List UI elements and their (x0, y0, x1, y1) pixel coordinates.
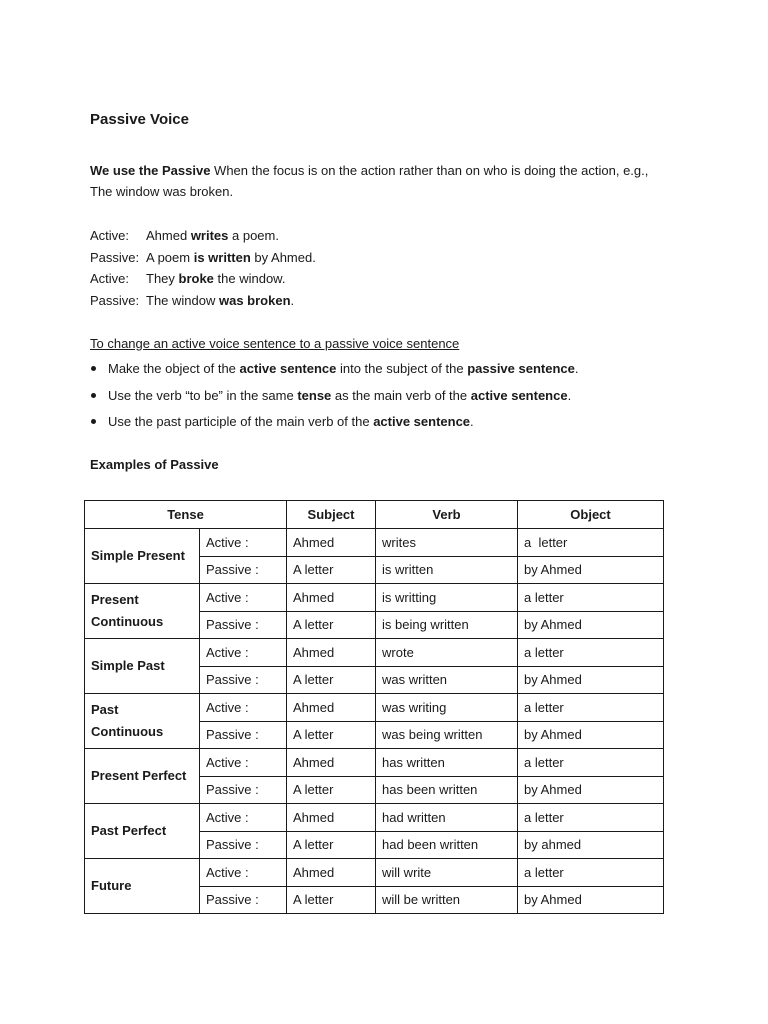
verb-cell: was writing (376, 694, 518, 722)
verb-cell: has been written (376, 776, 518, 804)
verb-cell: had written (376, 804, 518, 832)
verb-cell: was written (376, 666, 518, 694)
subject-cell: Ahmed (287, 804, 376, 832)
example-post: by Ahmed. (250, 249, 316, 265)
voice-cell: Passive : (200, 666, 287, 694)
subject-cell: A letter (287, 886, 376, 914)
tense-cell: Present Continuous (85, 584, 200, 639)
table-row (85, 529, 664, 557)
example-pre: The window (146, 293, 219, 309)
example-verb: broke (178, 271, 214, 287)
tense-cell: Future (85, 859, 200, 914)
example-verb: was broken (218, 293, 291, 309)
table-row (85, 859, 664, 887)
voice-cell: Active : (200, 639, 287, 667)
examples-heading: Examples of Passive (90, 457, 219, 472)
example-pre: They (146, 271, 179, 287)
verb-cell: will write (376, 859, 518, 887)
verb-cell: is written (376, 556, 518, 584)
subject-cell: A letter (287, 556, 376, 584)
subject-cell: Ahmed (287, 859, 376, 887)
bullet-bold: active sentence (373, 414, 471, 429)
example-line (90, 225, 316, 247)
example-label: Passive: (90, 249, 140, 265)
subject-cell: Ahmed (287, 584, 376, 612)
tense-cell: Simple Present (85, 529, 200, 584)
intro-paragraph (90, 160, 670, 202)
voice-examples (90, 225, 316, 312)
bullet-text: as the main verb of the (331, 387, 471, 403)
subject-cell: A letter (287, 666, 376, 694)
voice-cell: Passive : (200, 831, 287, 859)
verb-cell: writes (376, 529, 518, 557)
bullet-dot-icon (91, 366, 96, 371)
bullet-text: . (470, 414, 474, 429)
howto-bullet (90, 385, 579, 412)
voice-cell: Active : (200, 859, 287, 887)
voice-cell: Passive : (200, 886, 287, 914)
subject-cell: A letter (287, 831, 376, 859)
object-cell: a letter (518, 804, 664, 832)
howto-bullet-list (90, 358, 579, 438)
table-header-row (85, 501, 664, 529)
bullet-text: . (574, 361, 579, 376)
voice-cell: Passive : (200, 776, 287, 804)
verb-cell: had been written (376, 831, 518, 859)
subject-cell: Ahmed (287, 639, 376, 667)
passive-examples-table (84, 500, 664, 914)
example-label: Passive: (90, 293, 140, 309)
example-line (90, 247, 316, 269)
bullet-bold: passive sentence (467, 361, 575, 376)
verb-cell: is being written (376, 611, 518, 639)
example-verb: is written (193, 249, 251, 265)
example-post: a poem. (228, 228, 279, 243)
howto-heading: To change an active voice sentence to a passive voice sentence (90, 336, 460, 351)
example-line (90, 290, 316, 312)
subject-cell: Ahmed (287, 529, 376, 557)
header-subject: Subject (287, 501, 376, 529)
object-cell: a letter (518, 584, 664, 612)
voice-cell: Passive : (200, 611, 287, 639)
object-cell: a letter (518, 859, 664, 887)
bullet-text: Use the verb “to be” in the same (108, 387, 298, 403)
object-cell: a letter (518, 529, 664, 557)
tense-cell: Past Perfect (85, 804, 200, 859)
example-line (90, 268, 316, 290)
intro-text: When the focus is on the action rather than on who is doing the action, e.g., The window was broken. (90, 163, 649, 199)
header-object: Object (518, 501, 664, 529)
howto-section (90, 334, 579, 438)
tense-cell: Past Continuous (85, 694, 200, 749)
howto-bullet (90, 411, 579, 438)
verb-cell: is writting (376, 584, 518, 612)
voice-cell: Active : (200, 804, 287, 832)
object-cell: by Ahmed (518, 666, 664, 694)
table-row (85, 584, 664, 612)
verb-cell: was being written (376, 721, 518, 749)
voice-cell: Active : (200, 749, 287, 777)
bullet-dot-icon (91, 393, 96, 398)
example-pre: A poem (146, 249, 194, 265)
voice-cell: Active : (200, 694, 287, 722)
voice-cell: Passive : (200, 556, 287, 584)
subject-cell: A letter (287, 611, 376, 639)
table-row (85, 639, 664, 667)
verb-cell: has written (376, 749, 518, 777)
object-cell: a letter (518, 749, 664, 777)
object-cell: by Ahmed (518, 556, 664, 584)
voice-cell: Active : (200, 584, 287, 612)
subject-cell: Ahmed (287, 694, 376, 722)
bullet-bold: active sentence (239, 361, 337, 376)
tense-cell: Present Perfect (85, 749, 200, 804)
voice-cell: Active : (200, 529, 287, 557)
object-cell: by ahmed (518, 831, 664, 859)
verb-cell: will be written (376, 886, 518, 914)
object-cell: by Ahmed (518, 886, 664, 914)
intro-bold-lead: We use the Passive (90, 163, 211, 178)
object-cell: by Ahmed (518, 611, 664, 639)
object-cell: a letter (518, 639, 664, 667)
table-row (85, 749, 664, 777)
header-verb: Verb (376, 501, 518, 529)
header-tense: Tense (85, 501, 287, 529)
bullet-text: Make the object of the (108, 361, 240, 376)
page-title: Passive Voice (90, 111, 189, 128)
howto-bullet (90, 358, 579, 385)
bullet-bold: tense (297, 387, 332, 403)
bullet-dot-icon (91, 419, 96, 424)
example-label: Active: (90, 271, 130, 287)
object-cell: by Ahmed (518, 776, 664, 804)
object-cell: a letter (518, 694, 664, 722)
bullet-text: . (567, 387, 572, 403)
object-cell: by Ahmed (518, 721, 664, 749)
table-row (85, 694, 664, 722)
subject-cell: A letter (287, 721, 376, 749)
example-post: the window. (213, 271, 286, 287)
subject-cell: A letter (287, 776, 376, 804)
example-label: Active: (90, 228, 130, 243)
tense-cell: Simple Past (85, 639, 200, 694)
example-verb: writes (190, 228, 229, 243)
bullet-bold: active sentence (470, 387, 568, 403)
example-pre: Ahmed (146, 228, 191, 243)
subject-cell: Ahmed (287, 749, 376, 777)
verb-cell: wrote (376, 639, 518, 667)
table-row (85, 804, 664, 832)
bullet-text: Use the past participle of the main verb of the (108, 414, 374, 429)
example-post: . (290, 293, 295, 309)
voice-cell: Passive : (200, 721, 287, 749)
bullet-text: into the subject of the (336, 361, 468, 376)
